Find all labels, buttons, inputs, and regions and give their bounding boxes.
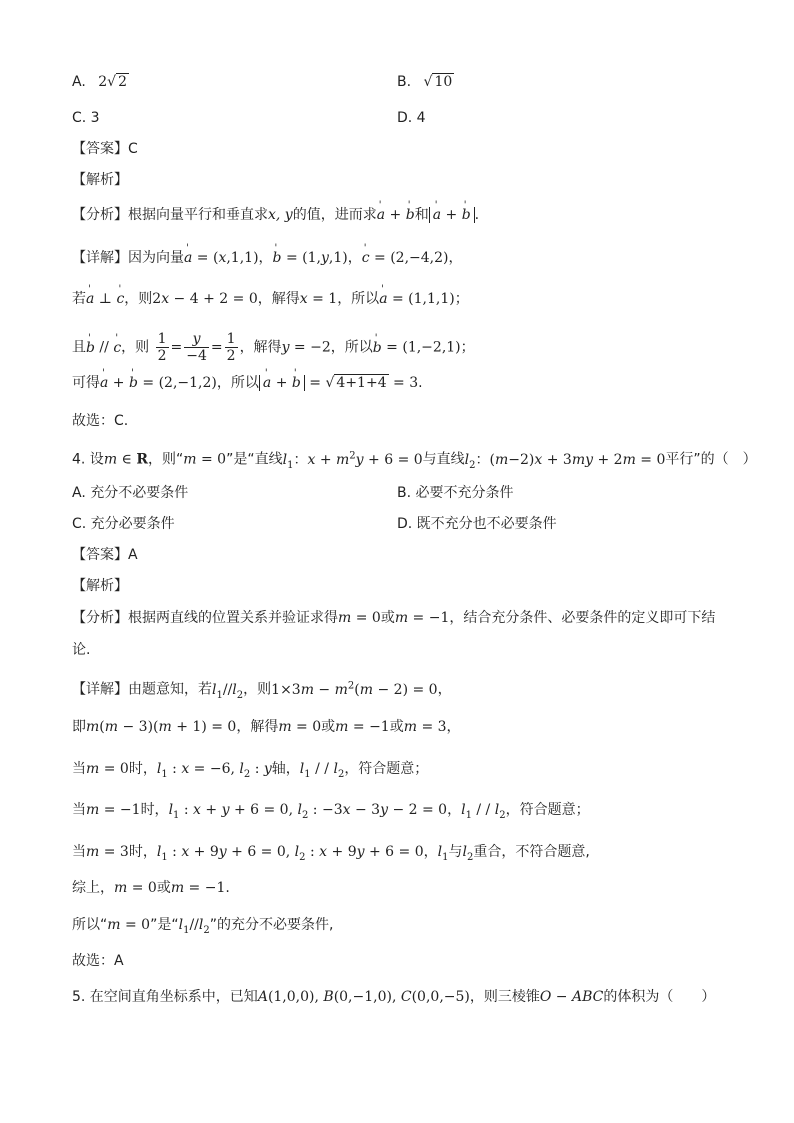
- text: ，则: [243, 681, 272, 698]
- answer-value: A: [128, 547, 138, 563]
- q4-line2: 即m(m − 3)(m + 1) = 0，解得m = 0或m = −1或m = 3，: [72, 719, 461, 735]
- fenxi-label: 【分析】: [72, 610, 128, 626]
- xiangjie-text: 因为向量: [128, 250, 184, 266]
- text: 时，: [128, 761, 157, 777]
- q4-case-3: 当m = 3时，$l_1$ : x + 9y + 6 = 0, $l_2$ : x + 9y + 6 = 0，$l_1$与$l_2$重合，不符合题意,: [72, 844, 590, 863]
- fenxi-he: 和: [414, 207, 429, 223]
- text: ，符合题意；: [505, 802, 590, 818]
- text: 时，: [128, 844, 157, 860]
- q3-line4: 可得' a + ' b = (2,−1,2)，所以' a + ' b = √ 4+1+4 = 3.: [72, 373, 423, 393]
- fenxi-text2: ，结合充分条件、必要条件的定义即可下结: [449, 610, 716, 626]
- text: 当: [72, 802, 86, 818]
- fenxi-label: 【分析】: [72, 207, 128, 223]
- q3-option-c: C. 3: [72, 110, 100, 126]
- q4-option-b: B. 必要不充分条件: [397, 485, 514, 501]
- answer-label: 【答案】: [72, 547, 128, 563]
- text: ，解得: [257, 291, 300, 307]
- fenxi-text2: 的值，进而求: [292, 207, 377, 223]
- q4-answer: [72, 545, 138, 565]
- q3-option-d: D. 4: [397, 110, 426, 126]
- text: ”是“直线: [226, 451, 283, 468]
- text: ，则: [124, 291, 153, 307]
- q3-option-a-value: 2√ 2: [98, 74, 127, 90]
- q3-line3: 且' b // ' c，则 $\frac{1}{2}$ = $\frac{y}{-4}$ = $\frac{1}{2}$ ，解得y = −2，所以' b = (1,−2,1)；: [72, 331, 475, 364]
- text: ”的充分不必要条件,: [209, 917, 334, 933]
- fenxi-text: 根据两直线的位置关系并验证求得: [128, 610, 338, 626]
- q4-xiangjie: 【详解】由题意知，若$l_1//l_2$，则$1\times 3m - m^2(m - 2) = 0$，: [72, 680, 452, 701]
- q3-option-b-value: √ 10: [423, 74, 453, 90]
- q3-analysis-heading: 【解析】: [72, 172, 128, 188]
- text: 综上，: [72, 880, 114, 896]
- q4-stem: 4. 设m ∈ R，则“m = 0”是“直线$l_1$：$x + m^2y + 6 = 0$与直线$l_2$：(m−2)x + 3my + 2m = 0平行”的（ ）: [72, 450, 757, 471]
- q4-fenxi-cont: 论.: [72, 642, 91, 658]
- text: ，所以: [337, 291, 380, 307]
- q4-therefore: 所以“m = 0”是“$l_1//l_2$”的充分不必要条件,: [72, 917, 334, 936]
- text: ，则三棱锥: [469, 989, 540, 1005]
- q4-case-neg1: 当m = −1时，$l_1$ : x + y + 6 = 0, $l_2$ : −3x − 3y − 2 = 0，$l_1$ / / $l_2$，符合题意；: [72, 802, 590, 821]
- text: ，则“: [148, 451, 184, 468]
- q4-case-0: 当m = 0时，$l_1$ : x = −6, $l_2$ : y轴，$l_1$ / / $l_2$，符合题意；: [72, 761, 429, 780]
- text: 可得: [72, 375, 100, 391]
- text: 所以“: [72, 917, 108, 933]
- q3-option-a-label: A.: [72, 74, 86, 90]
- text: ”是“: [150, 917, 179, 933]
- text: 当: [72, 844, 86, 860]
- text: 当: [72, 761, 86, 777]
- q3-option-a: [72, 72, 129, 92]
- text: 的体积为（ ）: [603, 989, 716, 1005]
- q3-option-b-label: B.: [397, 74, 412, 90]
- text: 4. 设: [72, 451, 104, 468]
- text: 时，: [140, 802, 169, 818]
- xiangjie-label: 【详解】: [72, 250, 128, 266]
- q3-xiangjie: 【详解】因为向量' a = (x,1,1)，' b = (1,y,1)，' c = (2,−4,2)，: [72, 248, 462, 268]
- text: 若: [72, 291, 86, 307]
- text: 重合，不符合题意,: [473, 844, 590, 860]
- q4-fenxi: 【分析】根据两直线的位置关系并验证求得m = 0或m = −1，结合充分条件、必要条件的定义即可下结: [72, 610, 716, 626]
- answer-label: 【答案】: [72, 141, 128, 157]
- q4-option-a: A. 充分不必要条件: [72, 485, 189, 501]
- q3-fenxi: 【分析】根据向量平行和垂直求x, y的值，进而求' a + ' b和' a + ' b .: [72, 205, 479, 225]
- q3-line2: 若' a ⊥ ' c，则2x − 4 + 2 = 0，解得x = 1，所以' a = (1,1,1)；: [72, 289, 469, 309]
- text: ，解得: [236, 719, 279, 735]
- fenxi-text: 根据向量平行和垂直求: [128, 207, 268, 223]
- q4-option-d: D. 既不充分也不必要条件: [397, 516, 557, 532]
- text: ，符合题意；: [344, 761, 429, 777]
- q3-answer: [72, 139, 138, 159]
- q5-stem: 5. 在空间直角坐标系中，已知A(1,0,0), B(0,−1,0), C(0,0,−5)，则三棱锥O − ABC的体积为（ ）: [72, 989, 716, 1005]
- q4-analysis-heading: 【解析】: [72, 578, 128, 594]
- answer-value: C: [128, 141, 138, 157]
- text: 平行”的（ ）: [665, 451, 757, 468]
- text: 5. 在空间直角坐标系中，已知: [72, 989, 258, 1005]
- q3-option-b: [397, 72, 454, 92]
- q4-conclusion: 故选：A: [72, 953, 124, 969]
- text: 且: [72, 339, 86, 356]
- text: 由题意知，若: [128, 681, 212, 698]
- q4-summary: 综上，m = 0或m = −1.: [72, 880, 230, 896]
- text: 与直线: [422, 451, 465, 468]
- xiangjie-label: 【详解】: [72, 681, 128, 698]
- text: 即: [72, 719, 86, 735]
- q4-option-c: C. 充分必要条件: [72, 516, 175, 532]
- q3-conclusion: 故选：C.: [72, 413, 129, 429]
